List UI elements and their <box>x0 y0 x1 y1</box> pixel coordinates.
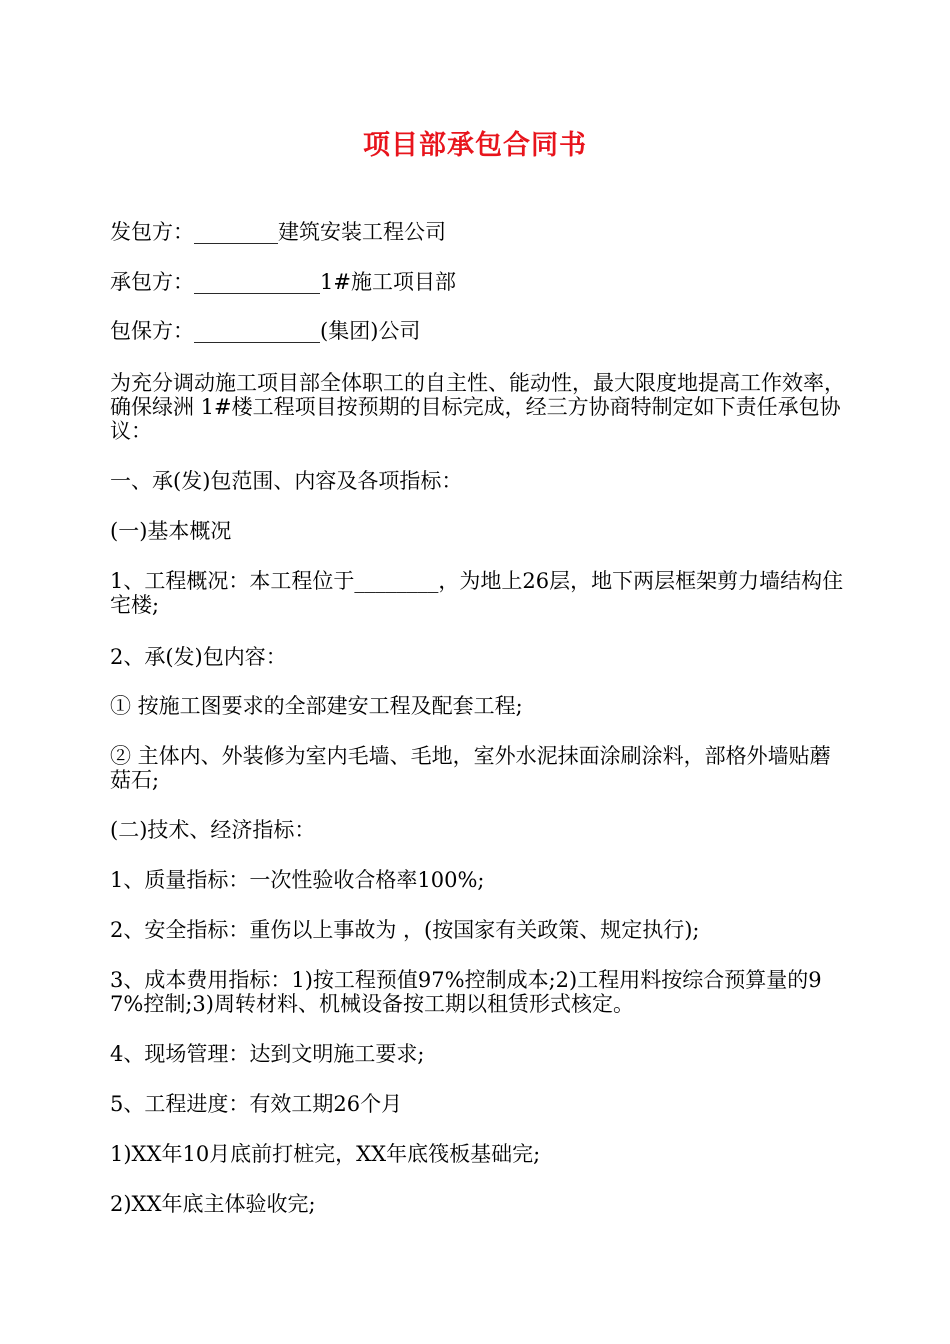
section-heading-1: 一、承(发)包范围、内容及各项指标： <box>110 469 463 493</box>
contract-content-heading: 2、承(发)包内容： <box>110 645 287 669</box>
project-overview-paragraph: 1、工程概况：本工程位于________，为地上26层，地下两层框架剪力墙结构住宅楼; <box>110 569 844 617</box>
site-management-indicator: 4、现场管理：达到文明施工要求; <box>110 1042 425 1066</box>
party-a-line: 发包方：________建筑安装工程公司 <box>110 220 446 244</box>
subsection-heading-basic: (一)基本概况 <box>110 519 232 543</box>
guarantor-line: 包保方：____________(集团)公司 <box>110 319 421 343</box>
schedule-item-1: 1)XX年10月底前打桩完，XX年底筏板基础完; <box>110 1142 541 1166</box>
document-title: 项目部承包合同书 <box>363 130 587 161</box>
quality-indicator: 1、质量指标：一次性验收合格率100%; <box>110 868 485 892</box>
content-item-1: ① 按施工图要求的全部建安工程及配套工程; <box>110 694 523 718</box>
safety-indicator: 2、安全指标：重伤以上事故为 ，(按国家有关政策、规定执行); <box>110 918 700 942</box>
cost-indicator: 3、成本费用指标：1)按工程预值97%控制成本;2)工程用料按综合预算量的97%控制;3)周转材料、机械设备按工期以租赁形式核定。 <box>110 968 822 1016</box>
content-item-2: ② 主体内、外装修为室内毛墙、毛地，室外水泥抹面涂刷涂料，部格外墙贴蘑菇石; <box>110 744 831 792</box>
schedule-item-2: 2)XX年底主体验收完; <box>110 1192 316 1216</box>
schedule-indicator: 5、工程进度：有效工期26个月 <box>110 1092 403 1116</box>
preamble-paragraph: 为充分调动施工项目部全体职工的自主性、能动性，最大限度地提高工作效率，确保绿洲 1#楼工程项目按预期的目标完成，经三方协商特制定如下责任承包协议： <box>110 371 845 443</box>
subsection-heading-indicators: (二)技术、经济指标： <box>110 818 316 842</box>
party-b-line: 承包方：____________1#施工项目部 <box>110 270 456 294</box>
